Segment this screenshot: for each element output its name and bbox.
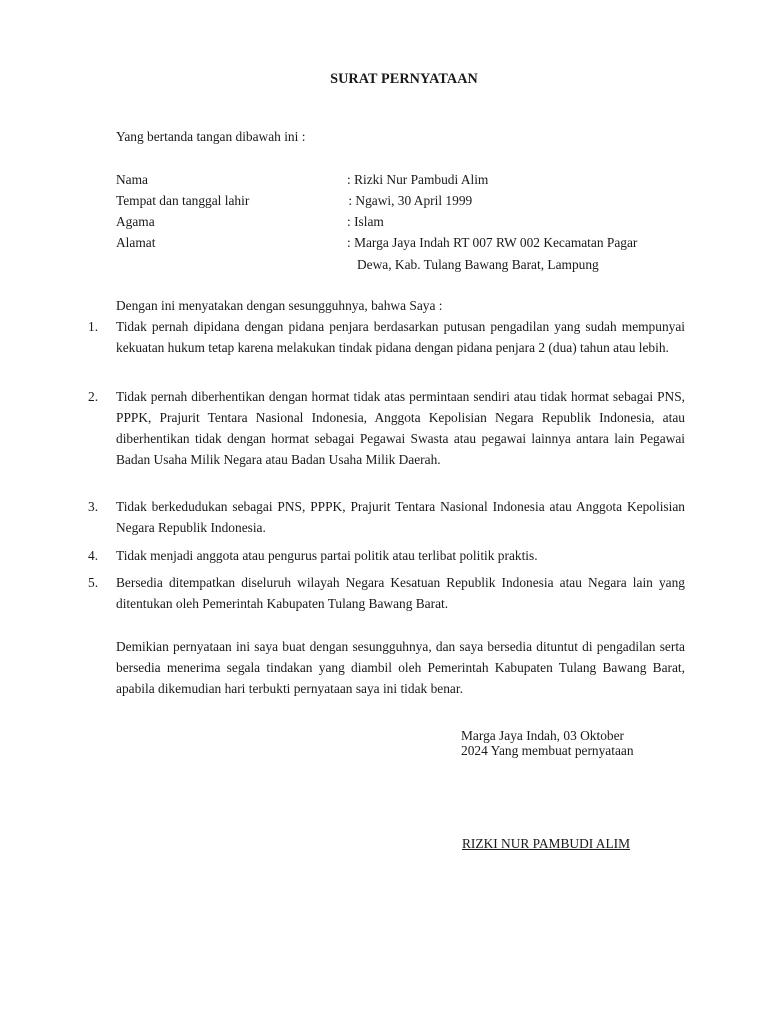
statement-intro: Dengan ini menyatakan dengan sesungguhnya, bahwa Saya :	[116, 298, 443, 313]
item-text: Tidak pernah dipidana dengan pidana penjara berdasarkan putusan pengadilan yang sudah mempunyai kekuatan hukum tetap karena melakukan tindak pidana dengan pidana penjara 2 (dua) tahun atau lebih.	[116, 319, 685, 355]
item-text: Tidak berkedudukan sebagai PNS, PPPK, Prajurit Tentara Nasional Indonesia atau Anggota Kepolisian Negara Republik Indonesia.	[116, 499, 685, 535]
signature-place-date	[461, 728, 634, 758]
item-number: 5.	[88, 575, 99, 590]
birth-value: : Ngawi, 30 April 1999	[345, 193, 473, 208]
item-number: 1.	[88, 319, 99, 334]
item-number: 2.	[88, 389, 99, 404]
name-label: Nama	[116, 172, 148, 187]
place-date-line1: Marga Jaya Indah, 03 Oktober	[461, 728, 624, 743]
religion-value: : Islam	[347, 214, 384, 229]
item-number: 4.	[88, 548, 99, 563]
closing-paragraph: Demikian pernyataan ini saya buat dengan sesungguhnya, dan saya bersedia dituntut di pengadilan serta bersedia menerima segala tindakan yang diambil oleh Pemerintah Kabupaten Tulang Bawang Barat, apabila dikemudian hari terbukti pernyataan saya ini tidak benar.	[116, 639, 685, 696]
item-number: 3.	[88, 499, 99, 514]
address-label: Alamat	[116, 235, 156, 250]
religion-label: Agama	[116, 214, 155, 229]
intro-text: Yang bertanda tangan dibawah ini :	[116, 129, 306, 144]
address-value: : Marga Jaya Indah RT 007 RW 002 Kecamatan Pagar	[347, 235, 638, 250]
item-text: Tidak menjadi anggota atau pengurus partai politik atau terlibat politik praktis.	[116, 548, 538, 563]
item-text: Tidak pernah diberhentikan dengan hormat tidak atas permintaan sendiri atau tidak hormat sebagai PNS, PPPK, Prajurit Tentara Nasional Indonesia, Anggota Kepolisian Negara Republik Indonesia, atau diberhentikan tidak dengan hormat sebagai Pegawai Swasta atau pegawai lainnya antara lain Pegawai Badan Usaha Milik Negara atau Badan Usaha Milik Daerah.	[116, 389, 685, 467]
signer-name: RIZKI NUR PAMBUDI ALIM	[462, 836, 631, 851]
name-value: : Rizki Nur Pambudi Alim	[347, 172, 489, 187]
item-text: Bersedia ditempatkan diseluruh wilayah Negara Kesatuan Republik Indonesia atau Negara lain yang ditentukan oleh Pemerintah Kabupaten Tulang Bawang Barat.	[116, 575, 685, 611]
birth-label: Tempat dan tanggal lahir	[116, 193, 250, 208]
address-value-line2: Dewa, Kab. Tulang Bawang Barat, Lampung	[357, 257, 599, 272]
document-title: SURAT PERNYATAAN	[330, 71, 478, 87]
place-date-line2: 2024 Yang membuat pernyataan	[461, 743, 634, 758]
